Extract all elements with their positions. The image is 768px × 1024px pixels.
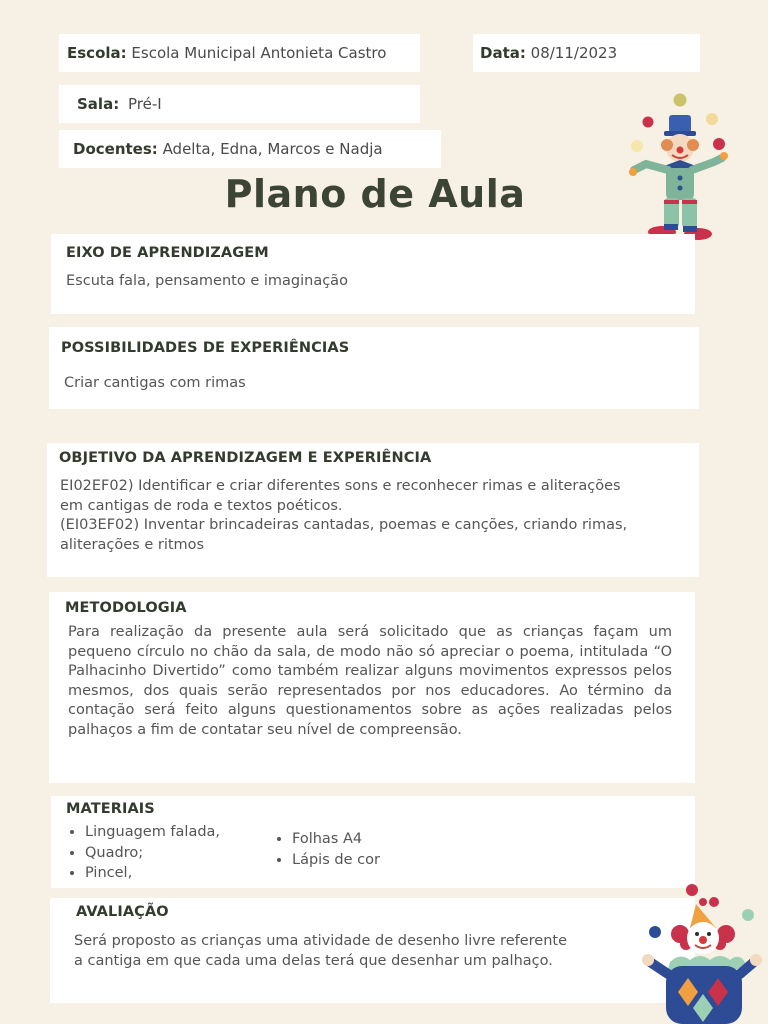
list-item: • Lápis de cor [292, 850, 380, 871]
materiais-list-1 [67, 822, 220, 884]
eixo-heading: EIXO DE APRENDIZAGEM [66, 245, 269, 261]
objetivo-text [60, 477, 685, 555]
objetivo-line-1: EI02EF02) Identificar e criar diferentes sons e reconhecer rimas e aliterações [60, 478, 621, 494]
objetivo-line-4: aliterações e ritmos [60, 536, 205, 553]
data-value: 08/11/2023 [530, 44, 618, 62]
docentes-label: Docentes: [73, 140, 158, 158]
avaliacao-line-2: a cantiga em que cada uma delas terá que desenhar um palhaço. [74, 952, 553, 969]
docentes-value: Adelta, Edna, Marcos e Nadja [162, 140, 383, 158]
eixo-text: Escuta fala, pensamento e imaginação [66, 273, 348, 289]
possibilidades-heading: POSSIBILIDADES DE EXPERIÊNCIAS [61, 340, 350, 356]
metodologia-text: Para realização da presente aula será solicitado que as crianças façam um pequeno círculo no chão da sala, de modo não só apreciar o poema, intitulada “O Palhacinho Divertido” como também realizar alguns movimentos expressos pelos mesmos, dos quais serão representados por nos educadores. Ao término da contação será feito alguns questionamentos sobre as ações realizadas pelos palhaços a fim de contatar seu nível de compreensão. [68, 624, 672, 738]
metodologia-card [49, 592, 695, 783]
materiais-heading: MATERIAIS [66, 801, 155, 817]
data-card [473, 34, 700, 72]
list-item: • Linguagem falada, [85, 822, 220, 843]
sala-value: Pré-I [127, 95, 162, 113]
clown-head-icon [636, 882, 762, 1024]
eixo-card [51, 234, 695, 314]
docentes-card [59, 130, 441, 168]
list-item: • Pincel, [85, 863, 220, 884]
page-title: Plano de Aula [224, 172, 526, 216]
sala-label: Sala: [77, 95, 120, 113]
avaliacao-line-1: Será proposto as crianças uma atividade de desenho livre referente [74, 933, 567, 949]
possibilidades-text: Criar cantigas com rimas [64, 375, 246, 391]
possibilidades-card [49, 327, 699, 409]
list-item: • Folhas A4 [292, 829, 380, 850]
objetivo-line-3: (EI03EF02) Inventar brincadeiras cantadas, poemas e canções, criando rimas, [60, 517, 628, 533]
avaliacao-text [74, 932, 567, 971]
data-label: Data: [480, 44, 526, 62]
sala-card [59, 85, 420, 123]
list-item: • Quadro; [85, 843, 220, 864]
escola-card [59, 34, 420, 72]
juggling-clown-icon [624, 88, 738, 246]
materiais-card [51, 796, 695, 888]
escola-label: Escola: [67, 44, 127, 62]
objetivo-heading: OBJETIVO DA APRENDIZAGEM E EXPERIÊNCIA [59, 450, 432, 466]
materiais-list-2 [274, 829, 380, 870]
metodologia-heading: METODOLOGIA [65, 600, 187, 616]
objetivo-card [47, 443, 699, 577]
avaliacao-heading: AVALIAÇÃO [76, 904, 169, 920]
avaliacao-card [50, 898, 695, 1003]
objetivo-line-2: em cantigas de roda e textos poéticos. [60, 497, 343, 514]
escola-value: Escola Municipal Antonieta Castro [131, 44, 387, 62]
